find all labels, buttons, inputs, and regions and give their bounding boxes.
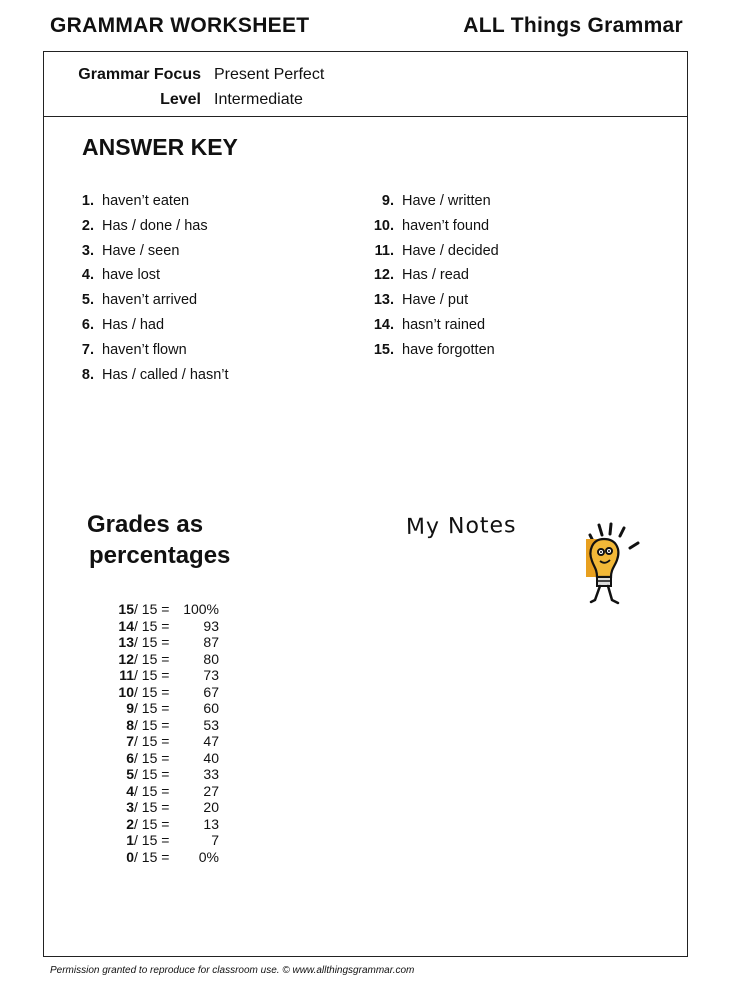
grade-percent: 60 [203,700,219,716]
answer-text: hasn’t rained [402,316,486,333]
permission-footer: Permission granted to reproduce for classroom use. © www.allthingsgrammar.com [50,965,415,976]
grade-percent: 40 [203,749,219,766]
grade-percent: 100% [183,601,219,617]
level-value: Intermediate [214,91,303,108]
grades-title-line2: percentages [89,542,231,569]
answer-text: Have / seen [102,242,180,259]
grammar-focus-value: Present Perfect [214,66,325,83]
grammar-focus-label: Grammar Focus [78,66,201,83]
answer-text: Has / read [402,267,469,284]
grade-score: 4 [126,782,134,799]
grade-denominator: / 15 = [134,782,170,799]
answer-number: 12. [373,267,394,284]
answer-number: 3. [81,242,94,259]
answer-number: 9. [381,193,394,209]
grade-denominator: / 15 = [134,815,170,832]
grade-denominator: / 15 = [134,733,170,749]
grade-percent: 7 [211,832,219,848]
grade-percent: 27 [203,782,219,799]
grade-denominator: / 15 = [134,749,170,766]
grade-denominator: / 15 = [134,667,170,683]
grade-score: 6 [126,749,134,766]
answer-number: 2. [81,217,94,234]
grade-denominator: / 15 = [134,716,170,733]
my-notes-title: My Notes [405,513,517,540]
answer-number: 4. [81,267,94,284]
answer-number: 1. [81,193,94,209]
answer-key-title: ANSWER KEY [82,134,238,160]
grade-score: 5 [126,766,134,782]
grade-percent: 67 [203,683,219,700]
answer-number: 6. [81,316,94,333]
focus-info-box [44,52,687,117]
grade-denominator: / 15 = [134,634,170,650]
grade-percent: 20 [203,799,219,815]
grade-denominator: / 15 = [134,832,170,848]
answer-text: haven’t arrived [102,292,198,309]
answer-text: Have / put [402,292,469,309]
answer-number: 7. [81,341,94,358]
grade-score: 8 [126,716,134,733]
grade-denominator: / 15 = [134,650,170,667]
answer-number: 5. [81,292,94,309]
answer-text: Have / written [402,193,491,209]
grade-denominator: / 15 = [134,766,170,782]
grade-percent: 87 [203,634,219,650]
grade-percent: 53 [203,716,219,733]
answer-text: have lost [102,267,161,284]
grade-denominator: / 15 = [134,683,170,700]
answer-number: 14. [373,316,394,333]
grade-denominator: / 15 = [134,799,170,815]
grade-score: 0 [126,848,134,865]
grade-score: 14 [118,617,134,634]
grade-percent: 80 [203,650,219,667]
answer-text: have forgotten [402,341,495,358]
grades-title [87,509,230,571]
lightbulb-icon [580,521,644,611]
answer-text: haven’t found [402,217,490,234]
answer-text: haven’t eaten [102,193,190,209]
worksheet-title: GRAMMAR WORKSHEET [50,14,310,37]
grade-score: 7 [126,733,134,749]
grades-title-line1: Grades as [87,511,204,538]
grade-score: 9 [126,700,134,716]
brand-name: ALL Things Grammar [463,14,683,37]
grade-percent: 13 [203,815,219,832]
answer-number: 10. [373,217,394,234]
grade-score: 12 [118,650,134,667]
level-label: Level [160,91,201,108]
grade-score: 1 [126,832,134,848]
grade-percent: 93 [203,617,219,634]
grade-score: 15 [118,601,134,617]
answer-text: Has / done / has [102,217,208,234]
grade-score: 13 [118,634,134,650]
grade-percent: 0% [198,848,219,865]
grade-score: 3 [126,799,134,815]
answer-text: Has / had [102,316,165,333]
grade-denominator: / 15 = [134,601,170,617]
answer-number: 8. [81,366,94,383]
grade-percent: 47 [203,733,219,749]
grade-score: 11 [119,667,134,683]
grade-percent: 73 [203,667,219,683]
answer-number: 13. [373,292,394,309]
grade-denominator: / 15 = [134,617,170,634]
answer-number: 11. [374,242,394,259]
answer-text: Has / called / hasn’t [102,366,229,383]
grade-denominator: / 15 = [134,700,170,716]
answer-text: haven’t flown [102,341,187,358]
grade-percent: 33 [203,766,219,782]
answer-text: Have / decided [402,242,499,259]
grade-score: 10 [118,683,134,700]
grade-score: 2 [126,815,134,832]
grade-denominator: / 15 = [134,848,170,865]
answer-number: 15. [373,341,394,358]
